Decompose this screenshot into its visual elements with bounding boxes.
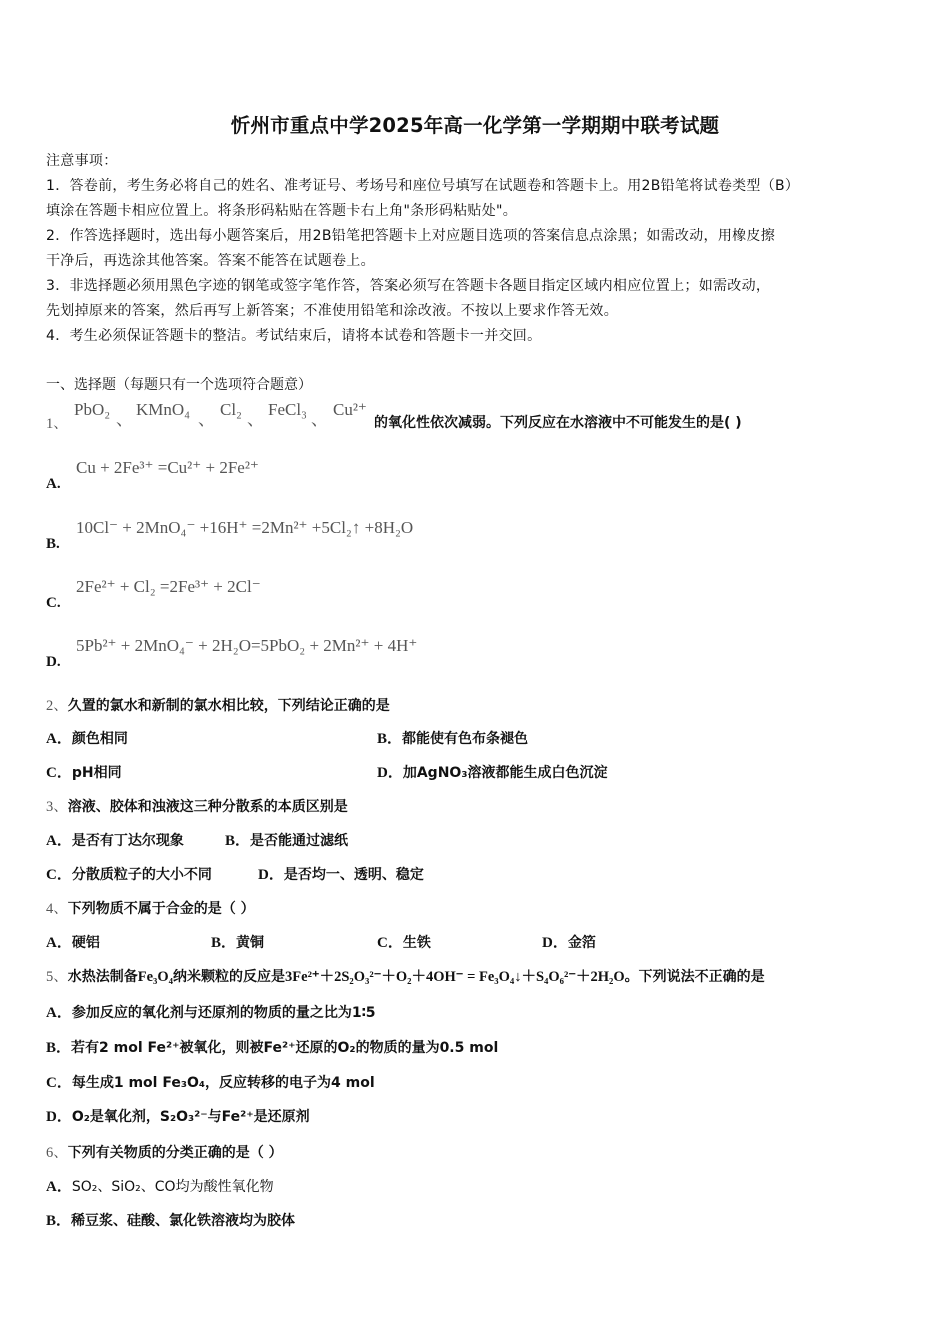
question-3 [46, 797, 348, 817]
option-text: 都能使有色布条褪色 [402, 731, 529, 747]
option-label: A. [46, 476, 61, 492]
option-text: 黄铜 [236, 935, 265, 951]
option-label: A． [46, 1005, 72, 1021]
option-label: D. [46, 654, 61, 670]
question-number: 6、 [46, 1145, 68, 1161]
notice-line: 填涂在答题卡相应位置上。将条形码粘贴在答题卡右上角"条形码粘贴处"。 [46, 203, 518, 219]
option-label: D． [377, 765, 403, 781]
option-label: C． [46, 1075, 72, 1091]
notice-heading: 注意事项： [46, 153, 118, 169]
species-pbo2: PbO₂ [74, 400, 111, 419]
option-label: A． [46, 1179, 72, 1195]
option-a[interactable] [46, 729, 128, 749]
option-text: 每生成1 mol Fe₃O₄，反应转移的电子为4 mol [71, 1075, 375, 1091]
option-b[interactable] [377, 729, 528, 749]
option-label: B． [46, 1213, 72, 1229]
notice-line: 2．作答选择题时，选出每小题答案后，用2B铅笔把答题卡上对应题目选项的答案信息点涂黑；如需改动，用橡皮擦 [46, 228, 776, 244]
option-a[interactable] [46, 831, 184, 851]
option-text: 分散质粒子的大小不同 [71, 867, 212, 883]
species-kmno4: KMnO₄ [136, 400, 191, 419]
option-text: 参加反应的氧化剂与还原剂的物质的量之比为1∶5 [71, 1005, 376, 1021]
option-a[interactable] [46, 1177, 274, 1197]
option-d[interactable] [46, 1107, 310, 1127]
notice-line: 干净后，再选涂其他答案。答案不能答在试题卷上。 [46, 253, 375, 269]
option-label: D． [542, 935, 568, 951]
option-text: pH相同 [71, 765, 122, 781]
option-text: 是否均一、透明、稳定 [283, 867, 424, 883]
option-label: B． [46, 1040, 72, 1056]
option-b[interactable] [46, 1211, 295, 1231]
notice-line: 先划掉原来的答案，然后再写上新答案；不准使用铅笔和涂改液。不按以上要求作答无效。 [46, 303, 618, 319]
question-stem: 的氧化性依次减弱。下列反应在水溶液中不可能发生的是( ) [374, 415, 742, 431]
option-text: 是否有丁达尔现象 [71, 833, 184, 849]
separator: 、 [311, 410, 328, 429]
question-stem: 下列有关物质的分类正确的是（ ） [67, 1145, 283, 1161]
option-label: A． [46, 731, 72, 747]
option-equation: 2Fe²⁺ + Cl₂ =2Fe³⁺ + 2Cl⁻ [76, 577, 261, 596]
compound: Fe₃O₄ [137, 969, 174, 985]
separator: 、 [116, 410, 133, 429]
option-equation: 5Pb²⁺ + 2MnO₄⁻ + 2H₂O=5PbO₂ + 2Mn²⁺ + 4H⁺ [76, 636, 418, 655]
question-number: 5、 [46, 969, 68, 985]
separator: 、 [198, 410, 215, 429]
question-6 [46, 1143, 283, 1163]
section-heading: 一、选择题（每题只有一个选项符合题意） [46, 377, 312, 393]
option-label: C． [46, 867, 72, 883]
species-cl2: Cl₂ [220, 400, 242, 419]
option-label: B． [211, 935, 237, 951]
question-number: 4、 [46, 901, 68, 917]
option-text: 加AgNO₃溶液都能生成白色沉淀 [402, 765, 608, 781]
question-number: 3、 [46, 799, 68, 815]
option-label: D． [258, 867, 284, 883]
option-d[interactable] [377, 763, 607, 783]
option-text: 硬铝 [71, 935, 100, 951]
reaction-equation: 3Fe²⁺＋2S₂O₃²⁻＋O₂＋4OH⁻ = Fe₃O₄↓＋S₄O₆²⁻＋2H₂O [285, 969, 625, 985]
question-stem: 下列物质不属于合金的是（ ） [67, 901, 255, 917]
question-stem: 久置的氯水和新制的氯水相比较，下列结论正确的是 [67, 698, 390, 714]
option-text: 若有2 mol Fe²⁺被氧化，则被Fe²⁺还原的O₂的物质的量为0.5 mol [71, 1040, 499, 1056]
separator: 、 [247, 410, 264, 429]
option-c[interactable] [46, 763, 122, 783]
option-c[interactable] [46, 865, 212, 885]
question-number: 1、 [46, 416, 68, 432]
option-text: 颜色相同 [71, 731, 128, 747]
question-2 [46, 696, 390, 716]
option-a[interactable] [46, 1003, 375, 1023]
option-label: C． [377, 935, 403, 951]
option-label: B． [225, 833, 251, 849]
option-d[interactable] [258, 865, 424, 885]
option-label: A． [46, 833, 72, 849]
option-b[interactable] [225, 831, 348, 851]
question-stem: 。下列说法不正确的是 [624, 969, 765, 985]
option-text: SO₂、SiO₂、CO均为酸性氧化物 [71, 1179, 274, 1195]
option-text: 稀豆浆、硅酸、氯化铁溶液均为胶体 [71, 1213, 296, 1229]
option-label: B. [46, 536, 60, 552]
option-text: O₂是氧化剂，S₂O₃²⁻与Fe²⁺是还原剂 [71, 1109, 310, 1125]
notice-line: 1．答卷前，考生务必将自己的姓名、准考证号、考场号和座位号填写在试题卷和答题卡上。用2B铅笔将试卷类型（B） [46, 178, 800, 194]
option-text: 生铁 [402, 935, 431, 951]
question-stem: 纳米颗粒的反应是 [173, 969, 286, 985]
question-5 [46, 967, 765, 987]
question-stem: 溶液、胶体和浊液这三种分散系的本质区别是 [67, 799, 348, 815]
question-4 [46, 899, 255, 919]
question-stem: 水热法制备 [67, 969, 138, 985]
option-b[interactable] [211, 933, 264, 953]
option-equation: Cu + 2Fe³⁺ =Cu²⁺ + 2Fe²⁺ [76, 458, 259, 477]
option-c[interactable] [377, 933, 431, 953]
option-b[interactable] [46, 1038, 498, 1058]
option-a[interactable] [46, 933, 100, 953]
option-label: B． [377, 731, 403, 747]
page-title: 忻州市重点中学2025年高一化学第一学期期中联考试题 [230, 114, 720, 137]
option-c[interactable] [46, 1073, 375, 1093]
species-cu: Cu²⁺ [333, 400, 367, 419]
option-label: D． [46, 1109, 72, 1125]
option-text: 金箔 [567, 935, 596, 951]
question-number: 2、 [46, 698, 68, 714]
notice-line: 4．考生必须保证答题卡的整洁。考试结束后，请将本试卷和答题卡一并交回。 [46, 328, 542, 344]
option-label: C. [46, 595, 61, 611]
notice-line: 3．非选择题必须用黑色字迹的钢笔或签字笔作答，答案必须写在答题卡各题目指定区域内相应位置上；如需改动， [46, 278, 771, 294]
option-label: A． [46, 935, 72, 951]
option-equation: 10Cl⁻ + 2MnO₄⁻ +16H⁺ =2Mn²⁺ +5Cl₂↑ +8H₂O [76, 518, 414, 537]
option-text: 是否能通过滤纸 [250, 833, 349, 849]
species-fecl3: FeCl₃ [268, 400, 307, 419]
option-label: C． [46, 765, 72, 781]
option-d[interactable] [542, 933, 596, 953]
